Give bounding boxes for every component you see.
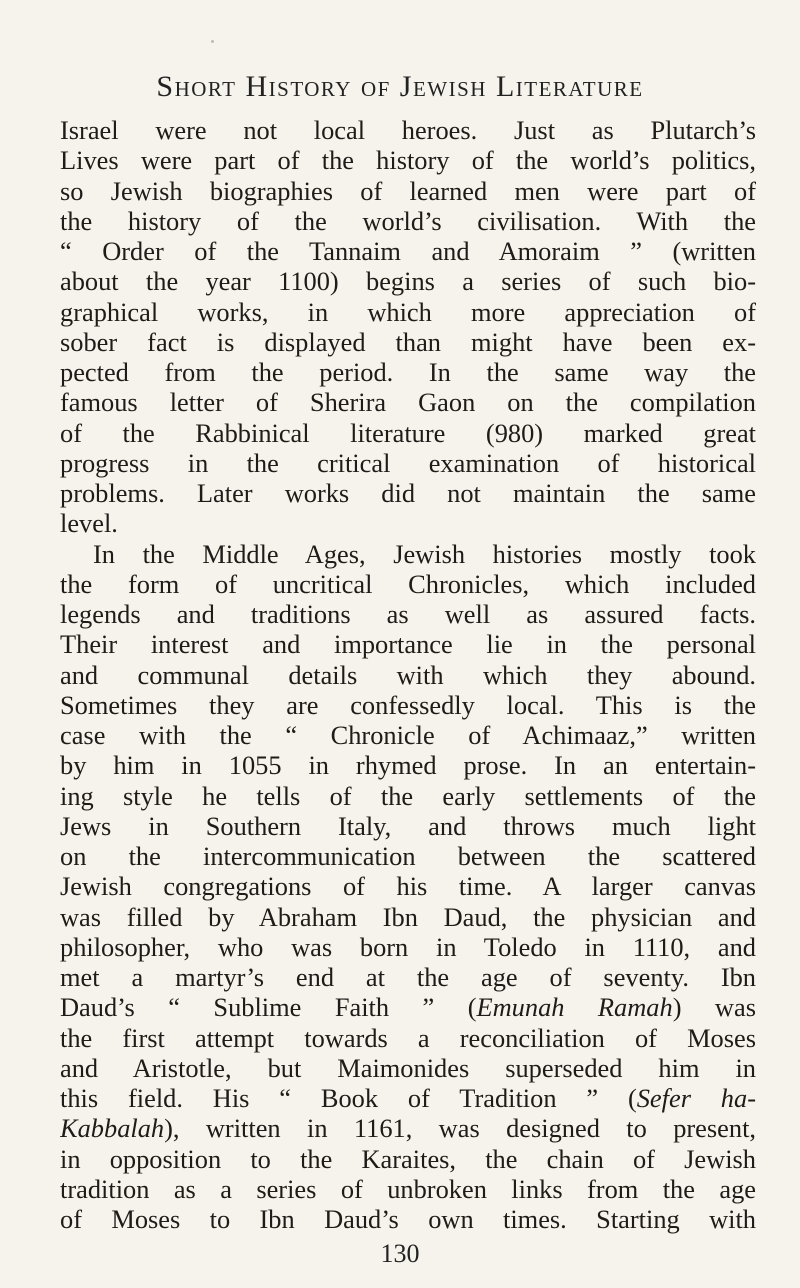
text-line: on the intercommunication between the scattered [60, 841, 756, 871]
text-line: by him in 1055 in rhymed prose. In an entertain- [60, 750, 756, 781]
text-line: “ Order of the Tannaim and Amoraim ” (written [60, 236, 756, 266]
text-line: Lives were part of the history of the world’s politics, [60, 145, 756, 176]
body-text [60, 115, 756, 1234]
text-line: the history of the world’s civilisation. With the [60, 205, 756, 236]
text-line: so Jewish biographies of learned men were part of [60, 175, 756, 206]
text-run: Daud’s “ Sublime Faith ” ( [60, 992, 477, 1023]
italic-title: Sefer ha- [636, 1083, 756, 1113]
text-line: Their interest and importance lie in the personal [60, 629, 756, 660]
text-line: of the Rabbinical literature (980) marked great [60, 417, 756, 448]
text-run: ) was [672, 992, 756, 1023]
text-line: pected from the period. In the same way the [60, 357, 756, 387]
text-line [60, 992, 756, 1022]
text-line: the form of uncritical Chronicles, which included [60, 568, 756, 599]
text-line: progress in the critical examination of historical [60, 447, 756, 478]
text-line [60, 1083, 756, 1113]
text-line: met a martyr’s end at the age of seventy. Ibn [60, 962, 756, 992]
text-run: this field. His “ Book of Tradition ” ( [60, 1083, 637, 1113]
text-line: in opposition to the Karaites, the chain of Jewish [60, 1143, 756, 1174]
text-line: ing style he tells of the early settlements of the [60, 780, 756, 811]
running-head: Short History of Jewish Literature [156, 70, 644, 103]
paper-speck [211, 40, 214, 43]
italic-title: Kabbalah [60, 1113, 165, 1144]
text-line: In the Middle Ages, Jewish histories mostly took [93, 538, 756, 569]
text-line: problems. Later works did not maintain the same [60, 478, 756, 508]
text-line: famous letter of Sherira Gaon on the compilation [60, 387, 756, 418]
text-line: the first attempt towards a reconciliation of Moses [60, 1022, 756, 1053]
text-line: Israel were not local heroes. Just as Plutarch’s [60, 115, 756, 145]
text-line: and Aristotle, but Maimonides superseded him in [60, 1052, 756, 1083]
text-line: case with the “ Chronicle of Achimaaz,” written [60, 720, 756, 750]
text-line: philosopher, who was born in Toledo in 1110, and [60, 931, 756, 962]
text-line: legends and traditions as well as assured facts. [60, 599, 756, 629]
text-line: about the year 1100) begins a series of such bio- [60, 266, 756, 297]
text-line: Jews in Southern Italy, and throws much light [60, 810, 756, 841]
text-line: tradition as a series of unbroken links from the age [60, 1173, 756, 1204]
text-line: Jewish congregations of his time. A larger canvas [60, 871, 756, 902]
text-line: level. [60, 508, 118, 539]
text-run: ), written in 1161, was designed to present, [164, 1113, 756, 1144]
text-line: was filled by Abraham Ibn Daud, the physician and [60, 901, 756, 932]
text-line: graphical works, in which more appreciation of [60, 296, 756, 327]
italic-title: Emunah Ramah [476, 992, 673, 1023]
text-line: Sometimes they are confessedly local. This is the [60, 689, 756, 720]
text-line: and communal details with which they abound. [60, 659, 756, 690]
page-number: 130 [380, 1239, 420, 1268]
text-line [60, 1113, 756, 1143]
text-line: of Moses to Ibn Daud’s own times. Starting with [60, 1204, 756, 1234]
text-line: sober fact is displayed than might have been ex- [60, 326, 756, 357]
